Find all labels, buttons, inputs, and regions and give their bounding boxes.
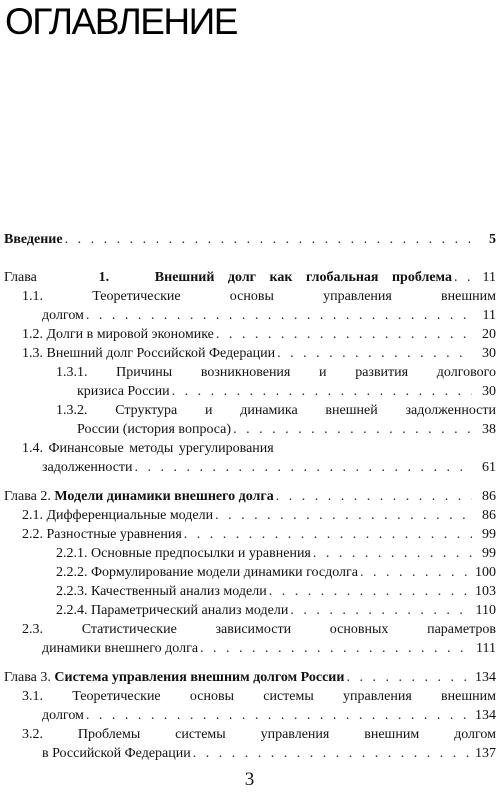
toc-entry-1-4-line2[interactable] [42, 458, 496, 478]
leader-dots [276, 487, 472, 507]
chapter-number: 1. [98, 270, 110, 285]
toc-entry-page: 11 [482, 308, 496, 323]
toc-entry-title: 2.2.1. Основные предпосылки и уравнения [56, 546, 311, 561]
toc-entry-title: кризиса России [77, 384, 170, 399]
toc-entry-2-2-3[interactable] [56, 582, 496, 602]
toc-entry-title: 1.1. Теоретические основы управления внешним [22, 289, 496, 304]
toc-entry-page: 99 [482, 546, 496, 561]
toc-entry-title: 2.3. Статистические зависимости основных параметров [22, 622, 496, 637]
leader-dots [313, 544, 472, 564]
toc-entry-title: Модели динамики внешнего долга [54, 489, 274, 504]
toc-entry-title: 2.2. Разностные уравнения [22, 527, 182, 542]
toc-entry-title: 2.2.2. Формулирование модели динамики госдолга [56, 565, 358, 580]
leader-dots [184, 525, 472, 545]
chapter-prefix: Глава 2. [4, 489, 51, 504]
toc-entry-page: 20 [482, 327, 496, 342]
toc-entry-page: 38 [482, 422, 496, 437]
toc-entry-page: 111 [476, 641, 496, 656]
leader-dots [216, 325, 472, 345]
toc-entry-page: 86 [482, 508, 496, 523]
toc-entry-2-1[interactable] [22, 506, 496, 526]
toc-entry-1-1-line2[interactable] [42, 306, 496, 326]
toc-entry-title: Система управления внешним долгом России [54, 670, 345, 685]
page-number: 3 [244, 769, 255, 790]
toc-entry-3-2-line2[interactable] [42, 744, 496, 764]
toc-entry-page: 110 [475, 603, 496, 618]
toc-entry-title: Введение [4, 232, 63, 247]
toc-entry-1-3-2-line2[interactable] [77, 420, 496, 440]
chapter-prefix: Глава 3. [4, 670, 51, 685]
toc-entry-title: 1.2. Долги в мировой экономике [22, 327, 214, 342]
leader-dots [86, 706, 472, 726]
leader-dots [193, 744, 472, 764]
toc-entry-page: 137 [475, 746, 496, 761]
toc-entry-chapter-1[interactable] [4, 268, 496, 288]
leader-dots [360, 563, 472, 583]
toc-entry-3-1-line2[interactable] [42, 706, 496, 726]
toc-entry-title: 2.1. Дифференциальные модели [22, 508, 214, 523]
toc-entry-title: 1.3.2. Структура и динамика внешней задолженности [56, 403, 496, 418]
leader-dots [65, 230, 472, 250]
toc-entry-page: 100 [475, 565, 496, 580]
toc-entry-title: 1.3.1. Причины возникновения и развития долгового [56, 365, 496, 380]
leader-dots [454, 268, 472, 288]
toc-entry-title: 3.1. Теоретические основы системы управления внешним [22, 689, 496, 704]
toc-entry-title: в Российской Федерации [42, 746, 191, 761]
chapter-prefix: Глава [4, 270, 37, 285]
toc-entry-2-2-2[interactable] [56, 563, 496, 583]
leader-dots [269, 582, 472, 602]
leader-dots [135, 458, 472, 478]
toc-entry-1-1-line1[interactable] [22, 287, 496, 307]
toc-entry-1-3-1-line2[interactable] [77, 382, 496, 402]
leader-dots [346, 668, 472, 688]
toc-entry-page: 134 [475, 670, 496, 685]
toc-entry-2-3-line2[interactable] [42, 639, 496, 659]
toc-entry-page: 134 [475, 708, 496, 723]
toc-entry-1-2[interactable] [22, 325, 496, 345]
toc-entry-3-1-line1[interactable] [22, 687, 496, 707]
leader-dots [172, 382, 472, 402]
toc-entry-1-4-line1[interactable] [22, 439, 496, 459]
toc-entry-title: задолженности [42, 460, 133, 475]
toc-entry-3-2-line1[interactable] [22, 725, 496, 745]
toc-entry-title: Внешний долг как глобальная проблема [154, 270, 452, 285]
toc-entry-1-3-1-line1[interactable] [56, 363, 496, 383]
page-title: ОГЛАВЛЕНИЕ [5, 1, 237, 42]
toc-entry-title: долгом [42, 708, 84, 723]
toc-entry-page: 99 [482, 527, 496, 542]
toc-entry-2-2-4[interactable] [56, 601, 496, 621]
toc-entry-page: 11 [482, 270, 496, 285]
toc-entry-1-3[interactable] [22, 344, 496, 364]
toc-entry-chapter-2[interactable] [4, 487, 496, 507]
leader-dots [277, 344, 472, 364]
toc-entry-2-3-line1[interactable] [22, 620, 496, 640]
toc-entry-page: 30 [482, 346, 496, 361]
toc-entry-2-2[interactable] [22, 525, 496, 545]
toc-entry-page: 61 [482, 460, 496, 475]
toc-entry-title: долгом [42, 308, 84, 323]
toc-entry-chapter-3[interactable] [4, 668, 496, 688]
toc-entry-title: динамики внешнего долга [42, 641, 199, 656]
toc-entry-title: 3.2. Проблемы системы управления внешним долгом [22, 727, 496, 742]
toc-entry-page: 86 [482, 489, 496, 504]
toc-entry-page: 103 [475, 584, 496, 599]
leader-dots [290, 601, 472, 621]
leader-dots [215, 506, 472, 526]
toc-entry-title: 1.4. Финансовые методы урегулирования [22, 441, 274, 456]
leader-dots [200, 639, 472, 659]
toc-entry-1-3-2-line1[interactable] [56, 401, 496, 421]
toc-entry-2-2-1[interactable] [56, 544, 496, 564]
toc-entry-page: 5 [489, 232, 496, 247]
toc-entry-page: 30 [482, 384, 496, 399]
toc-entry-title: 1.3. Внешний долг Российской Федерации [22, 346, 276, 361]
toc-entry-title: России (история вопроса) [77, 422, 232, 437]
toc-entry-title: 2.2.3. Качественный анализ модели [56, 584, 267, 599]
toc-entry-intro[interactable] [4, 230, 496, 250]
leader-dots [233, 420, 472, 440]
toc-entry-title: 2.2.4. Параметрический анализ модели [56, 603, 289, 618]
leader-dots [86, 306, 472, 326]
